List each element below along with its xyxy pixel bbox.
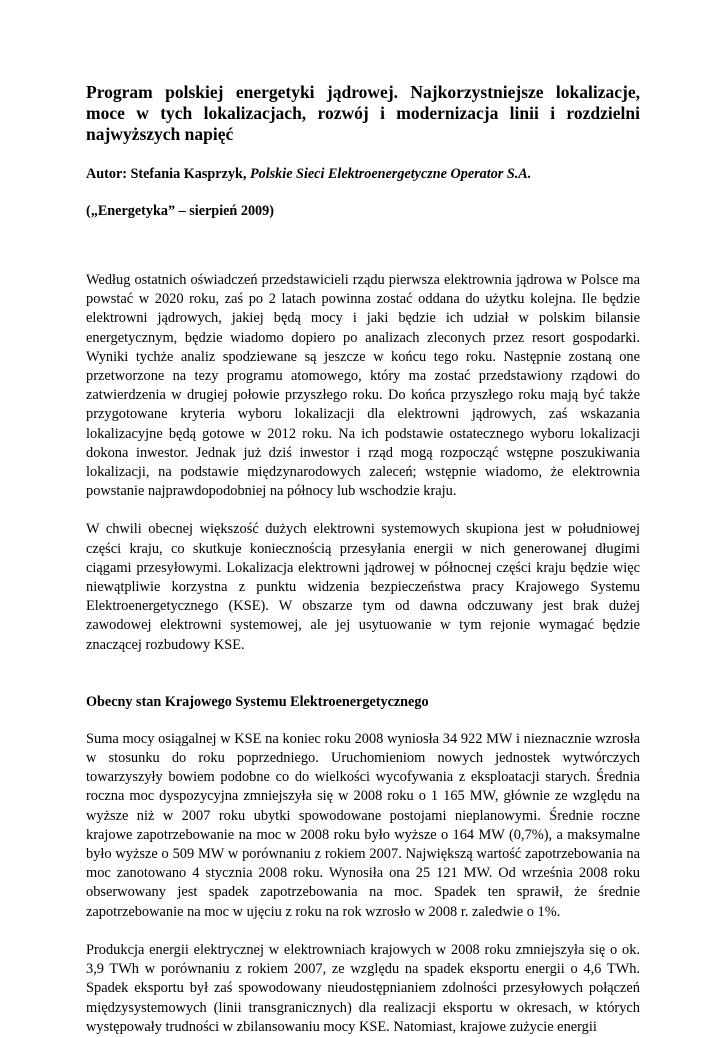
author-name: Autor: Stefania Kasprzyk, [86,166,250,182]
author-line [86,165,640,183]
author-organization: Polskie Sieci Elektroenergetyczne Operator S.A. [249,166,532,182]
document-title: Program polskiej energetyki jądrowej. Najkorzystniejsze lokalizacje, moce w tych lokalizacjach, rozwój i modernizacja linii i rozdzielni najwyższych napięć [86,82,640,144]
paragraph: Produkcja energii elektrycznej w elektrowniach krajowych w 2008 roku zmniejszyła się o ok. 3,9 TWh w porównaniu z rokiem 2007, ze względu na spadek eksportu energii o 4,6 TWh. Spadek eksportu był zaś spowodowany nieudostępnianiem zdolności przesyłowych połączeń międzysystemowych (linii transgranicznych) dla realizacji eksportu w okresach, w których występowały trudności w zbilansowaniu mocy KSE. Natomiast, krajowe zużycie energii [86,941,640,1035]
paragraph: Suma mocy osiągalnej w KSE na koniec roku 2008 wyniosła 34 922 MW i nieznacznie wzrosła w stosunku do roku poprzedniego. Uruchomieniom nowych jednostek wytwórczych towarzyszyły bowiem podobne co do wielkości wycofywania z eksploatacji starych. Średnia roczna moc dyspozycyjna zmniejszyła się w 2008 roku o 1 165 MW, głównie ze względu na wyższe niż w 2007 roku ubytki spowodowane postojami nieplanowymi. Średnie roczne krajowe zapotrzebowanie na moc w 2008 roku było wyższe o 164 MW (0,7%), a maksymalne było wyższe o 509 MW w porównaniu z rokiem 2007. Największą wartość zapotrzebowania na moc zanotowano 4 stycznia 2008 roku. Wynosiła ona 25 121 MW. Od września 2008 roku obserwowany jest spadek zapotrzebowania na moc. Spadek ten sprawił, że średnie zapotrzebowanie na moc w ujęciu z roku na rok wzrosło w 2008 r. zaledwie o 1%. [86,730,640,920]
source-citation: („Energetyka” – sierpień 2009) [86,203,274,219]
paragraph: Według ostatnich oświadczeń przedstawicieli rządu pierwsza elektrownia jądrowa w Polsce ma powstać w 2020 roku, zaś po 2 latach powinna zostać oddana do użytku kolejna. Ile będzie elektrowni jądrowych, jakiej będą mocy i jaki będzie ich udział w polskim bilansie energetycznym, będzie wiadomo dopiero po analizach zleconych przez resort gospodarki. Wyniki tychże analiz spodziewane są jeszcze w końcu tego roku. Następnie zostaną one przetworzone na tezy programu atomowego, który ma zostać przedstawiony rządowi do zatwierdzenia w drugiej połowie przyszłego roku. Do końca przyszłego roku mają być także przygotowane kryteria wyboru lokalizacji dla elektrowni jądrowych, zaś wskazania lokalizacyjne będą gotowe w 2012 roku. Na ich podstawie ostatecznego wyboru lokalizacji dokona inwestor. Jednak już dziś inwestor i rząd mogą rozpocząć wstępne poszukiwania lokalizacji, na podstawie międzynarodowych zaleceń; wstępnie wiadomo, że elektrownia powstanie najprawdopodobniej na północy lub wschodzie kraju. [86,272,640,500]
paragraph: W chwili obecnej większość dużych elektrowni systemowych skupiona jest w południowej części kraju, co skutkuje koniecznością przesyłania energii w nich generowanej długimi ciągami przesyłowymi. Lokalizacja elektrowni jądrowej w północnej części kraju będzie więc niewątpliwie korzystna z punktu widzenia bezpieczeństwa pracy Krajowego Systemu Elektroenergetycznego (KSE). W obszarze tym od dawna odczuwany jest brak dużej zawodowej elektrowni systemowej, ale jej usytuowanie w tym rejonie wymagać będzie znaczącej rozbudowy KSE. [86,521,640,653]
section-heading: Obecny stan Krajowego Systemu Elektroenergetycznego [86,693,429,710]
